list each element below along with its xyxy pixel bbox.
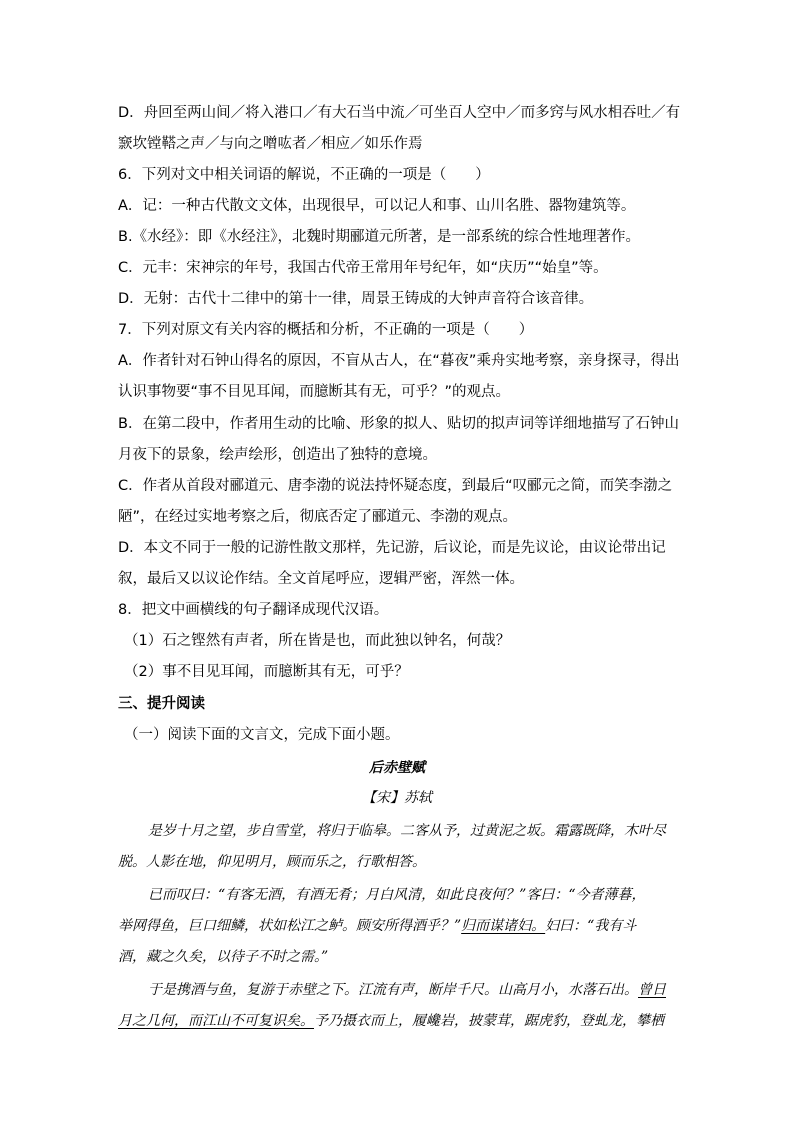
section-intro: （一）阅读下面的文言文，完成下面小题。 [124,727,400,743]
q7-option-b-line1: B．在第二段中，作者用生动的比喻、形象的拟人、贴切的拟声词等详细地描写了石钟山 [118,416,679,432]
q7-stem: 7．下列对原文有关内容的概括和分析，不正确的一项是（ ） [118,322,534,338]
passage-p2-line2-tail: 妇曰：“我有斗 [545,918,637,934]
q7-option-d-line2: 叙，最后又以议论作结。全文首尾呼应，逻辑严密，浑然一体。 [118,571,524,587]
passage-p2-line3: 酒，藏之久矣，以待子不时之需。” [118,949,329,965]
q7-option-c-line1: C．作者从首段对郦道元、唐李渤的说法持怀疑态度，到最后“叹郦元之简，而笑李渤之 [118,478,673,494]
underlined-sentence-1: 归而谋诸妇。 [461,918,546,934]
underlined-sentence-2-start: 曾日 [638,982,666,998]
q7-option-c-line2: 陋”，在经过实地考察之后，彻底否定了郦道元、李渤的观点。 [118,509,518,525]
passage-p3-line1-text: 于是携酒与鱼，复游于赤壁之下。江流有声，断岸千尺。山高月小，水落石出。 [148,982,638,998]
q7-option-a-line1: A．作者针对石钟山得名的原因，不盲从古人，在“暮夜”乘舟实地考察，亲身探寻，得出 [118,353,680,369]
passage-p3-line2 [118,1011,664,1031]
passage-p2-line1: 已而叹曰：“有客无酒，有酒无肴；月白风清，如此良夜何？”客曰：“今者薄暮， [148,887,646,903]
q6-option-d: D．无射：古代十二律中的第十一律，周景王铸成的大钟声音符合该音律。 [118,291,594,307]
section-heading: 三、提升阅读 [118,696,205,712]
q6-stem: 6．下列对文中相关词语的解说，不正确的一项是（ ） [118,167,490,183]
q8-stem: 8．把文中画横线的句子翻译成现代汉语。 [118,602,389,618]
passage-p2-line2-text: 举网得鱼，巨口细鳞，状如松江之鲈。顾安所得酒乎？” [118,918,462,934]
q7-option-b-line2: 月夜下的景象，绘声绘形，创造出了独特的意境。 [118,447,437,463]
passage-title: 后赤壁赋 [369,760,425,776]
q6-option-c: C．元丰：宋神宗的年号，我国古代帝王常用年号纪年，如“庆历”“始皇”等。 [118,260,608,276]
q5-option-d-line1: D．舟回至两山间／将入港口／有大石当中流／可坐百人空中／而多窍与风水相吞吐／有 [118,105,681,121]
passage-p3-line1 [148,980,666,1000]
q8-sentence-1: （1）石之铿然有声者，所在皆是也，而此独以钟名，何哉？ [124,633,511,649]
passage-p3-line2-tail: 予乃摄衣而上，履巉岩，披蒙茸，踞虎豹，登虬龙，攀栖 [314,1013,664,1029]
passage-p2-line2 [118,916,636,936]
q8-sentence-2: （2）事不目见耳闻，而臆断其有无，可乎？ [124,664,409,680]
q5-option-d-line2: 窾坎镗鞳之声／与向之噌吰者／相应／如乐作焉 [118,136,423,152]
q7-option-a-line2: 认识事物要“事不目见耳闻，而臆断其有无，可乎？”的观点。 [118,384,511,400]
q6-option-b: B.《水经》：即《水经注》，北魏时期郦道元所著，是一部系统的综合性地理著作。 [118,229,641,245]
q7-option-d-line1: D．本文不同于一般的记游性散文那样，先记游，后议论，而是先议论，由议论带出记 [118,540,666,556]
passage-p1-line2: 脱。人影在地，仰见明月，顾而乐之，行歌相答。 [118,854,426,870]
q6-option-a: A．记：一种古代散文文体，出现很早，可以记人和事、山川名胜、器物建筑等。 [118,198,636,214]
underlined-sentence-2-end: 月之几何，而江山不可复识矣。 [118,1013,314,1029]
passage-author: 【宋】苏轼 [362,790,432,806]
passage-p1-line1: 是岁十月之望，步自雪堂，将归于临皋。二客从予，过黄泥之坂。霜露既降，木叶尽 [148,823,666,839]
